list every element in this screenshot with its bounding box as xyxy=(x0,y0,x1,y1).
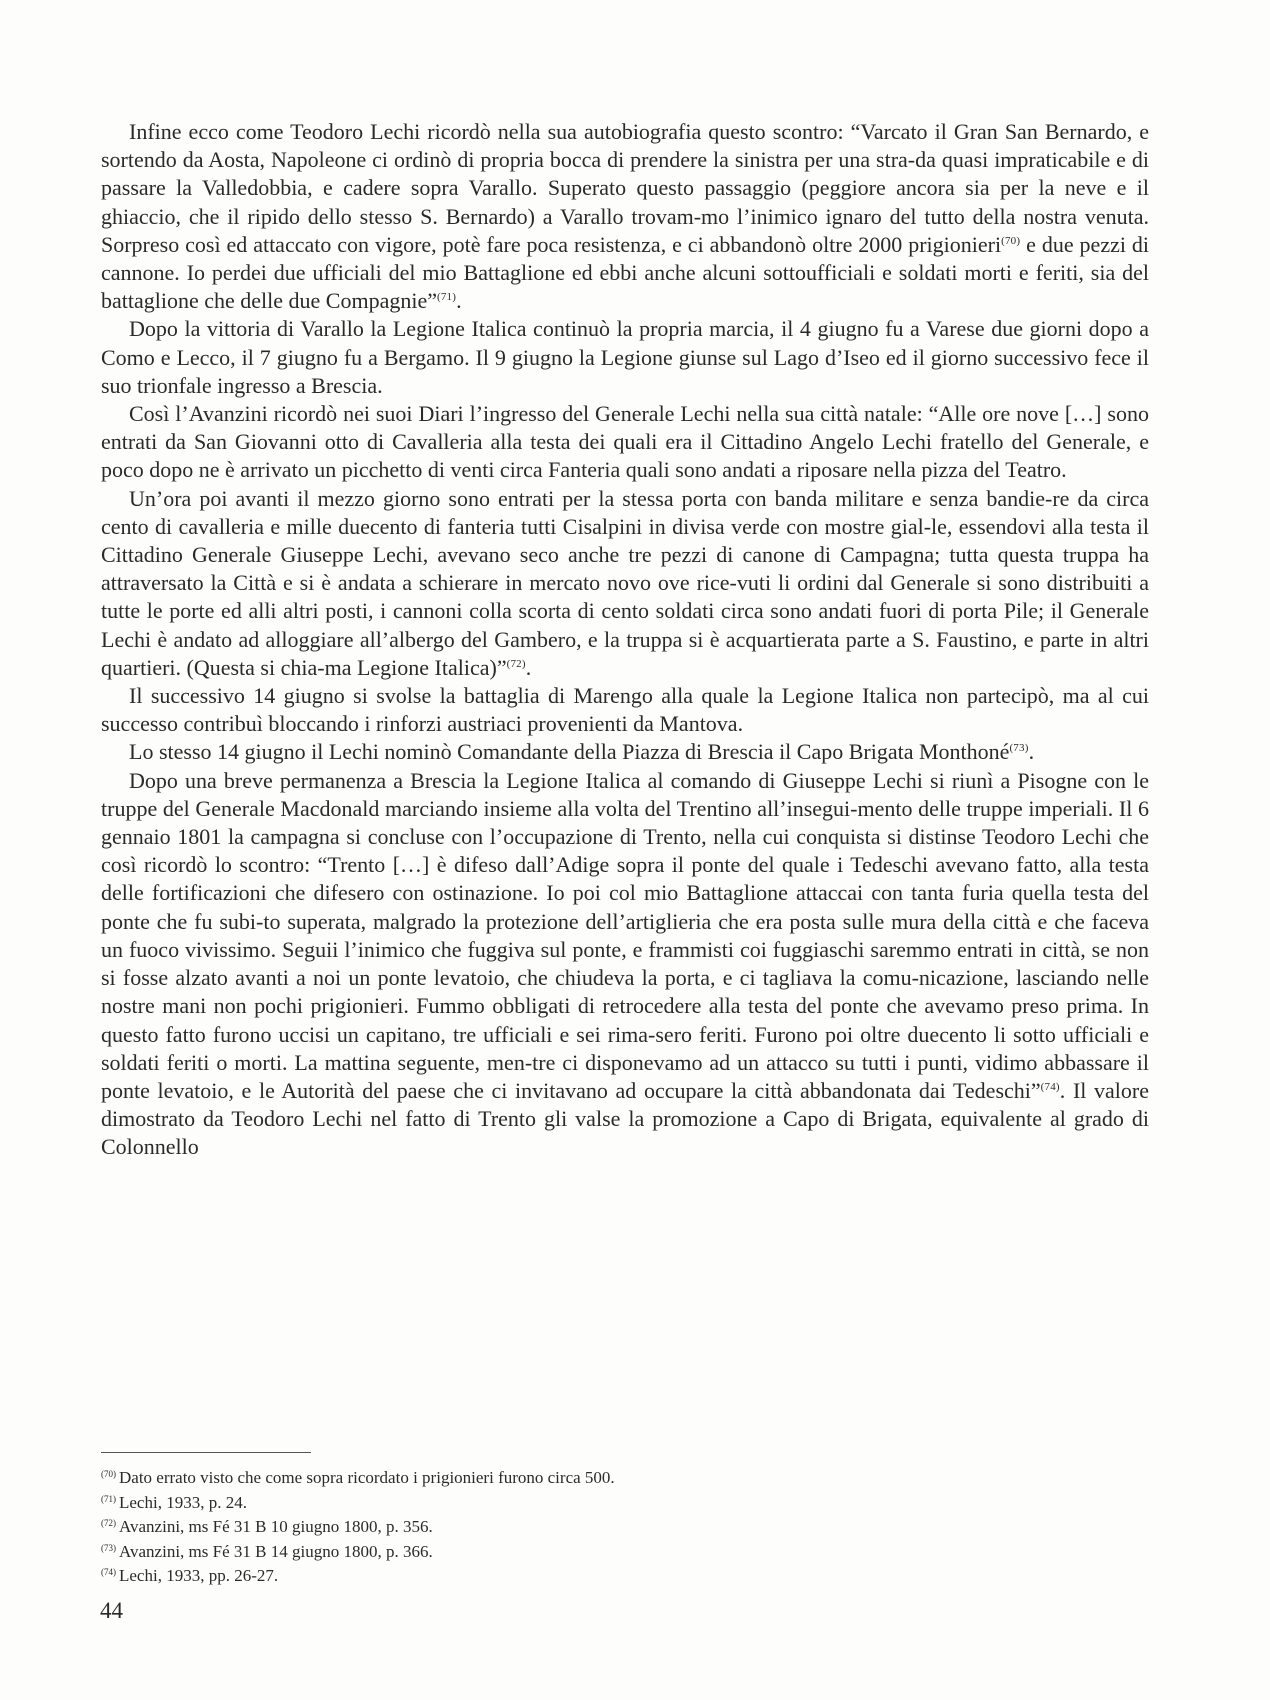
paragraph-5 xyxy=(101,682,1149,738)
text-run: Così l’Avanzini ricordò nei suoi Diari l’ingresso del Generale Lechi nella sua città natale: “Alle ore nove […] sono entrati da San Giovanni otto di Cavalleria alla testa dei quali era il Cittadino Angelo Lechi fratello del Generale, e poco dopo ne è arrivato un picchetto di venti circa Fanteria quali sono andati a riposare nella pizza del Teatro. xyxy=(101,401,1149,483)
paragraph-3 xyxy=(101,400,1149,485)
footnote-text: Avanzini, ms Fé 31 B 10 giugno 1800, p. 356. xyxy=(119,1517,433,1536)
footnote-divider xyxy=(101,1452,311,1453)
text-run: . xyxy=(525,654,532,680)
footnote-text: Dato errato visto che come sopra ricordato i prigionieri furono circa 500. xyxy=(119,1468,615,1487)
footnote-ref-72: (72) xyxy=(506,657,526,670)
page-number: 44 xyxy=(100,1598,123,1623)
text-run: Un’ora poi avanti il mezzo giorno sono entrati per la stessa porta con banda militare e senza bandie-re da circa cento di cavalleria e mille duecento di fanteria tutti Cisalpini in divisa verde con mostre gial-le, essendovi alla testa il Cittadino Generale Giuseppe Lechi, avevano seco anche tre pezzi di canone di Campagna; tutta questa truppa ha attraversato la Città e si è andata a schierare in mercato novo ove rice-vuti li ordini dal Generale si sono distribuiti a tutte le porte ed alli altri posti, i cannoni colla scorta di cento soldati circa sono andati fuori di porta Pile; il Generale Lechi è andato ad alloggiare all’albergo del Gambero, e la truppa si è acquartierata parte a S. Faustino, e parte in altri quartieri. (Questa si chia-ma Legione Italica)” xyxy=(101,485,1149,680)
text-run: . Il valore dimostrato da Teodoro Lechi nel fatto di Trento gli valse la promozione a Capo di Brigata, equivalente al grado di Colonnello xyxy=(101,1077,1150,1160)
footnote-number: (70) xyxy=(101,1469,116,1479)
paragraph-2 xyxy=(101,315,1149,400)
footnote-ref-70: (70) xyxy=(1001,234,1021,247)
text-run: Dopo la vittoria di Varallo la Legione Italica continuò la propria marcia, il 4 giugno fu a Varese due giorni dopo a Como e Lecco, il 7 giugno fu a Bergamo. Il 9 giugno la Legione giunse sul Lago d’Iseo ed il giorno successivo fece il suo trionfale ingresso a Brescia. xyxy=(101,316,1149,398)
paragraph-1 xyxy=(101,118,1149,315)
text-run: Dopo una breve permanenza a Brescia la Legione Italica al comando di Giuseppe Lechi si riunì a Pisogne con le truppe del Generale Macdonald marciando insieme alla volta del Trentino all’insegui-mento delle truppe imperiali. Il 6 gennaio 1801 la campagna si concluse con l’occupazione di Trento, nella cui conquista si distinse Teodoro Lechi che così ricordò lo scontro: “Trento […] è difeso dall’Adige sopra il ponte del quale i Tedeschi avevano fatto, alla testa delle fortificazioni che difesero con ostinazione. Io poi col mio Battaglione attaccai con tanta furia quella testa del ponte che fu subi-to superata, malgrado la protezione dell’artiglieria che era posta sulle mura della città e che faceva un fuoco vivissimo. Seguii l’inimico che fuggiva sul ponte, e frammisti coi fuggiaschi saremmo entrati in città, se non si fosse alzato avanti a noi un ponte levatoio, che chiudeva la porta, e ci tagliava la comu-nicazione, lasciando nelle nostre mani non pochi prigionieri. Fummo obbligati di retrocedere alla testa del ponte che avevamo preso prima. In questo fatto furono uccisi un capitano, tre ufficiali e sei rima-sero feriti. Furono poi oltre duecento li sotto ufficiali e soldati feriti o morti. La mattina seguente, men-tre ci disponevamo ad un attacco su tutti i punti, vidimo abbassare il ponte levatoio, e le Autorità del paese che ci invitavano ad occupare la città abbandonata dai Tedeschi” xyxy=(101,767,1149,1103)
footnote-text: Avanzini, ms Fé 31 B 14 giugno 1800, p. 366. xyxy=(119,1541,433,1561)
footnote-number: (72) xyxy=(101,1518,116,1528)
footnote-72 xyxy=(101,1515,1101,1540)
footnote-number: (71) xyxy=(101,1493,116,1504)
text-run: Infine ecco come Teodoro Lechi ricordò nella sua autobiografia questo scontro: “Varcato il Gran San Bernardo, e sortendo da Aosta, Napoleone ci ordinò di propria bocca di prendere la sinistra per una stra-da quasi impraticabile e di passare la Valledobbia, e cadere sopra Varallo. Superato questo passaggio (peggiore ancora sia per la neve e il ghiaccio, che il ripido dello stesso S. Bernardo) a Varallo trovam-mo l’inimico ignaro del tutto della nostra venuta. Sorpreso così ed attaccato con vigore, potè fare poca resistenza, e ci abbandonò oltre 2000 prigionieri xyxy=(101,119,1149,257)
footnotes xyxy=(101,1466,1101,1589)
text-run: Il successivo 14 giugno si svolse la battaglia di Marengo alla quale la Legione Italica non partecipò, ma al cui successo contribuì bloccando i rinforzi austriaci provenienti da Mantova. xyxy=(101,683,1149,737)
footnote-ref-73: (73) xyxy=(1009,742,1029,755)
footnote-71 xyxy=(101,1491,1101,1516)
paragraph-4 xyxy=(101,485,1149,682)
footnote-ref-71: (71) xyxy=(436,291,457,304)
paragraph-7 xyxy=(101,767,1149,1162)
paragraph-6 xyxy=(101,738,1149,766)
footnote-text: Lechi, 1933, p. 24. xyxy=(119,1492,247,1512)
text-run: e due pezzi di cannone. Io perdei due ufficiali del mio Battaglione ed ebbi anche alcuni sottoufficiali e soldati morti e feriti, sia del battaglione che delle due Compagnie” xyxy=(101,231,1149,314)
text-run: . xyxy=(456,288,462,314)
footnote-ref-74: (74) xyxy=(1040,1080,1060,1093)
text-run: Lo stesso 14 giugno il Lechi nominò Comandante della Piazza di Brescia il Capo Brigata Monthoné xyxy=(129,739,1010,765)
body-text xyxy=(101,118,1149,1162)
footnote-text: Lechi, 1933, pp. 26-27. xyxy=(119,1566,279,1585)
footnote-73 xyxy=(101,1540,1101,1565)
footnote-70 xyxy=(101,1466,1101,1491)
footnote-number: (73) xyxy=(101,1542,116,1553)
footnote-74 xyxy=(101,1564,1101,1589)
footnote-number: (74) xyxy=(101,1567,116,1577)
text-run: . xyxy=(1028,739,1035,765)
